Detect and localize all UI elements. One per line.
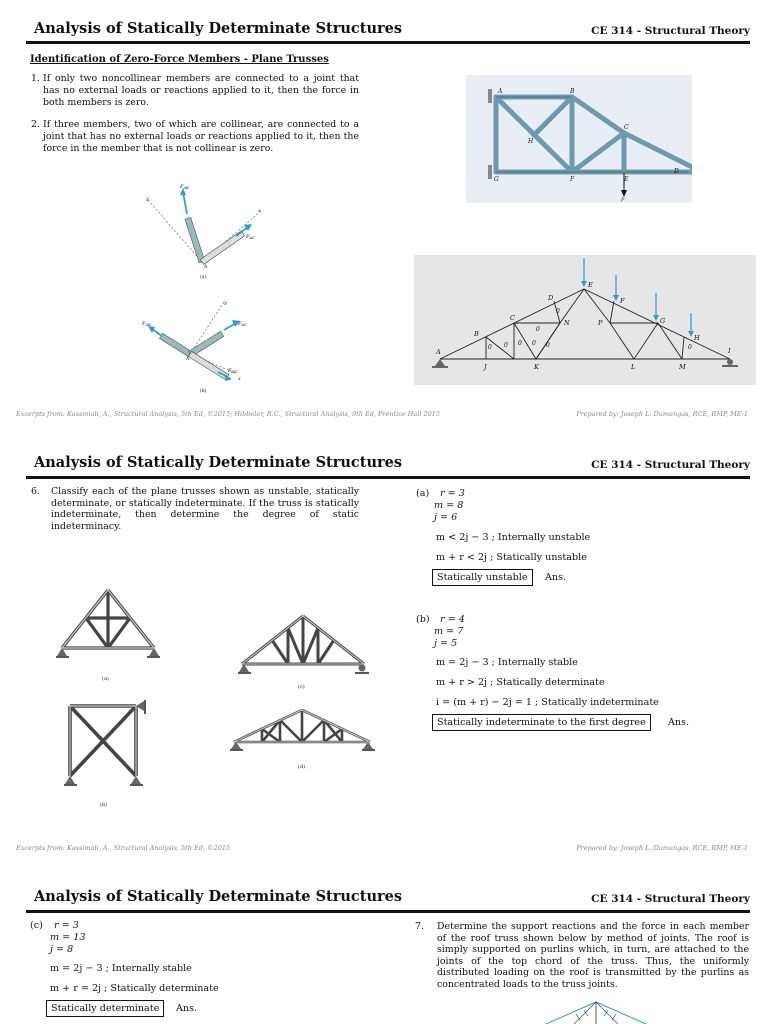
rule-number: 1. <box>31 73 40 84</box>
roof-truss-diagram <box>414 255 756 385</box>
section-subheading: Identification of Zero-Force Members - Plane Trusses <box>30 54 329 65</box>
zero-force-figure-b <box>140 294 280 399</box>
part-a-answer-box: Statically unstable <box>432 569 533 586</box>
zero-force-mark: 0 <box>518 340 522 347</box>
zero-force-mark: 0 <box>536 326 540 333</box>
footer-author: Prepared by: Joseph L. Dumangas, RCE, RMP, ME-1 <box>576 410 748 418</box>
truss-figure-a <box>56 582 160 686</box>
part-a-line2: m + r < 2j ; Statically unstable <box>436 552 587 563</box>
axis-x-label: x <box>258 208 261 214</box>
figure-caption: (c) <box>298 684 305 690</box>
footer-citation: Excerpts from: Kassimali, A., Structural Analysis, 5th Ed, ©2015 <box>16 844 231 852</box>
truss-figure-d <box>228 704 376 774</box>
part-b-j: j = 5 <box>434 638 458 649</box>
force-label-fac: $F_{AC}$ <box>238 321 247 327</box>
joint-b: B <box>570 88 575 95</box>
zero-force-mark: 0 <box>504 342 508 349</box>
figure-caption: (b) <box>100 802 108 808</box>
joint-c: C <box>624 124 629 131</box>
truss-figure-b <box>62 700 162 810</box>
page-title: Analysis of Statically Determinate Structures <box>34 888 403 905</box>
force-label-fad: $F_{AD}$ <box>228 368 237 374</box>
joint-label: A <box>204 265 208 270</box>
part-a-j: j = 6 <box>434 512 458 523</box>
joint-m: M <box>679 363 686 371</box>
zero-force-mark: 0 <box>532 340 536 347</box>
part-c-ans: Ans. <box>176 1003 198 1014</box>
figure-caption: (a) <box>102 676 109 682</box>
joint-e: E <box>588 281 593 289</box>
part-a-r: r = 3 <box>440 488 465 499</box>
question-7 <box>415 921 749 991</box>
slide-1 <box>0 0 768 432</box>
joint-n: N <box>564 319 570 327</box>
footer-author: Prepared by: Joseph L. Dumangas, RCE, RMP, ME-1 <box>576 844 748 852</box>
question-text: Determine the support reactions and the force in each member of the roof truss shown below by method of joints. The roof is simply supported on purlins which, in turn, are attached to the joints of the top chord of the truss. Thus, the uniformly distributed loading on the roof is transmitted by the purlins as concentrated loads to the truss joints. <box>437 921 749 990</box>
joint-j: J <box>484 363 487 371</box>
force-label-fab: $F_{AB}$ <box>142 321 151 327</box>
figure-caption: (d) <box>298 764 306 770</box>
joint-d: D <box>674 168 679 175</box>
joint-a: A <box>436 348 441 356</box>
course-label: CE 314 - Structural Theory <box>591 459 750 471</box>
part-c-answer-box: Statically determinate <box>46 1000 164 1017</box>
part-c-j: j = 8 <box>50 944 74 955</box>
joint-e: E <box>624 176 629 183</box>
header-divider <box>26 41 750 44</box>
part-a-m: m = 8 <box>434 500 464 511</box>
joint-k: K <box>534 363 539 371</box>
joint-f: F <box>620 297 625 305</box>
joint-h: H <box>694 334 700 342</box>
joint-f: F <box>570 176 575 183</box>
page-title: Analysis of Statically Determinate Structures <box>34 20 403 37</box>
figure-caption: (a) <box>200 275 207 280</box>
load-p: P <box>621 197 625 203</box>
part-c-label: (c) <box>30 920 43 931</box>
part-c-r: r = 3 <box>54 920 79 931</box>
truss-figure-c <box>236 602 370 698</box>
force-label-fac: $F_{AC}$ <box>246 234 255 240</box>
force-label-fab: $F_{AB}$ <box>180 184 189 190</box>
axis-y-label: y <box>146 196 149 202</box>
joint-h: H <box>528 138 534 145</box>
truss-diagram-blue <box>466 75 692 203</box>
zero-force-mark: 0 <box>546 342 550 349</box>
joint-b: B <box>474 330 479 338</box>
joint-g: G <box>494 176 499 183</box>
joint-l: L <box>631 363 636 371</box>
axis-y-label: y <box>224 300 227 306</box>
figure-caption: (b) <box>200 389 207 394</box>
part-c-line1: m = 2j − 3 ; Internally stable <box>50 963 192 974</box>
rule-number: 2. <box>31 119 40 130</box>
question-number: 6. <box>31 486 40 497</box>
joint-d: D <box>548 294 554 302</box>
joint-p: P <box>598 319 603 327</box>
part-b-line1: m = 2j − 3 ; Internally stable <box>436 657 578 668</box>
roof-truss-partial <box>536 1000 656 1024</box>
zero-force-mark: 0 <box>556 308 560 315</box>
part-b-r: r = 4 <box>440 614 465 625</box>
page-title: Analysis of Statically Determinate Structures <box>34 454 403 471</box>
course-label: CE 314 - Structural Theory <box>591 893 750 905</box>
joint-label: A <box>186 357 190 362</box>
joint-g: G <box>660 317 666 325</box>
rule-text: If only two noncollinear members are connected to a joint that has no external loads or reactions applied to it, then the force in both members is zero. <box>43 73 359 108</box>
question-6 <box>31 486 359 532</box>
zero-force-figure-a <box>140 178 280 283</box>
zero-force-mark: 0 <box>688 344 692 351</box>
header-divider <box>26 910 750 913</box>
question-number: 7. <box>415 921 424 932</box>
part-b-ans: Ans. <box>668 717 690 728</box>
zero-force-mark: 0 <box>488 344 492 351</box>
part-b-line3: i = (m + r) − 2j = 1 ; Statically indeterminate <box>436 697 659 708</box>
part-a-ans: Ans. <box>545 572 567 583</box>
joint-a: A <box>498 88 503 95</box>
part-b-line2: m + r > 2j ; Statically determinate <box>436 677 605 688</box>
part-b-label: (b) <box>416 614 430 625</box>
axis-x-label: x <box>238 376 241 382</box>
joint-c: C <box>510 314 515 322</box>
slide-2 <box>0 432 768 864</box>
rule-2 <box>31 119 359 154</box>
rule-text: If three members, two of which are collinear, are connected to a joint that has no external loads or reactions applied to it, then the force in the member that is not collinear is zero. <box>43 119 359 154</box>
question-text: Classify each of the plane trusses shown as unstable, statically determinate, or statically indeterminate. If the truss is statically indeterminate, then determine the degree of static indeterminacy. <box>51 486 359 532</box>
part-b-m: m = 7 <box>434 626 464 637</box>
header-divider <box>26 476 750 479</box>
joint-i: I <box>728 347 731 355</box>
part-b-answer-box: Statically indeterminate to the first degree <box>432 714 651 731</box>
part-c-line2: m + r = 2j ; Statically determinate <box>50 983 219 994</box>
course-label: CE 314 - Structural Theory <box>591 25 750 37</box>
rule-1 <box>31 73 359 108</box>
slide-3 <box>0 866 768 1024</box>
part-c-m: m = 13 <box>50 932 86 943</box>
footer-citation: Excerpts from: Kassimali, A., Structural Analysis, 5th Ed, ©2015; Hibbeler, R.C., Structural Analysis, 9th Ed, Prentice Hall 2015 <box>16 410 441 418</box>
part-a-label: (a) <box>416 488 430 499</box>
part-a-line1: m < 2j − 3 ; Internally unstable <box>436 532 591 543</box>
